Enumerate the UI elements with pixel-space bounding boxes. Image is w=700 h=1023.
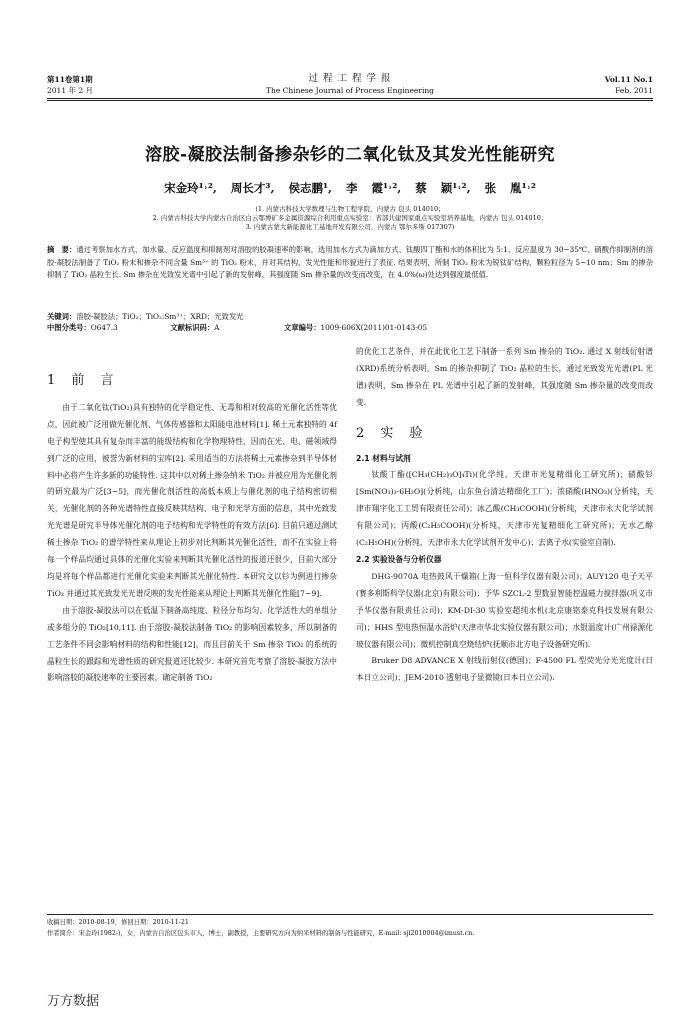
article-number-label: 文章编号： xyxy=(284,323,321,332)
subsection-2-1-title: 2.1 材料与试剂 xyxy=(356,453,411,463)
equipment-paragraph-1: DHG-9070A 电热鼓风干燥箱(上海一恒科学仪器有限公司)；AUY120 电子天平(赛多利斯科学仪器(北京)有限公司)；予华 SZCL-2 型数显智能控温磁力搅拌器(巩义市予华仪器有限责任公司)；KM-DI-30 实验室超纯水机(北京康铭泰克科技发展有限公司)；HHS 型电热恒温水浴炉(天津市华北实验仪器有限公司)；水银温度计(广州禄源化玻仪器有限公司)；微机控制真空烧结炉(抚顺市北方电子设备研究所). xyxy=(356,571,653,649)
header-date-en: Feb. 2011 xyxy=(615,86,653,95)
watermark-text: 万方数据 xyxy=(47,994,100,1009)
abstract xyxy=(47,244,653,282)
left-column xyxy=(47,346,337,687)
header-journal-cn: 过 程 工 程 学 报 xyxy=(308,73,392,84)
keywords-text: 溶胶-凝胶法；TiO₂；TiO₂:Sm³⁺；XRD；光致发光 xyxy=(76,312,244,321)
affiliation-1: (1. 内蒙古科技大学数理与生物工程学院，内蒙古 包头 014010； xyxy=(255,205,445,213)
article-number: 1009-606X(2011)01-0143-05 xyxy=(320,323,428,332)
footnote-received: 收稿日期：2010-08-19，修回日期：2010-11-21 xyxy=(47,919,189,926)
paper-title: 溶胶-凝胶法制备掺杂钐的二氧化钛及其发光性能研究 xyxy=(144,145,556,165)
header-volume-cn: 第11卷第1期 xyxy=(47,75,93,84)
header-rule-2 xyxy=(47,100,653,101)
affiliation-3: 3. 内蒙古蒙大新能源化工基地开发有限公司，内蒙古 鄂尔多斯 017307) xyxy=(245,223,455,231)
abstract-label: 摘 要： xyxy=(47,245,77,254)
intro-paragraph-2: 由于溶胶-凝胶法可以在低温下制备高纯度、粒径分布均匀、化学活性大的单组分或多组分的 TiO₂[10,11]. 由于溶胶-凝胶法制备 TiO₂ 的影响因素较多，所以制备的工艺条件不同会影响材料的结构和性能[12]，而且目前关于 Sm 掺杂 TiO₂ 的系统的晶粒生长的跟踪和光谱性质的研究报道还比较少. 本研究首先考察了溶胶-凝胶方法中影响溶胶的凝胶速率的主要因素，确定制备 TiO₂ xyxy=(47,605,337,683)
intro-paragraph-1: 由于二氧化钛(TiO₂)具有独特的化学稳定性、无毒和相对较高的光催化活性等优点，因此被广泛用做光催化剂、气体传感器和太阳能电池材料[1]. 稀土元素独特的 4f 电子构型使其具有复杂而丰富的能级结构和化学物理特性，因而在光、电、磁领域得到广泛的应用，被誉为新材料的宝库[2]. 采用适当的方法将稀土元素掺杂到半导体材料中必将产生许多新的功能特性. 这其中以对稀土掺杂纳米 TiO₂ 并被应用为光催化剂的研究最为广泛[3~5]，而光催化剂活性的高低本质上与催化剂的电子结构密切相关，光催化剂的各种光谱特性直接反映其结构、电子和光学方面的信息，其中光致发光光谱是研究半导体光催化剂的电子结构和光学特性的有效方法[6]. 目前只通过测试稀土掺杂 TiO₂ 的谱学特性来从理论上初步对比判断其光催化活性，而不在实验上将每一个样品均通过具体的光催化实验来判断其光催化活性的报道还很少，目前大部分均是将每个样品都进行光催化实验来判断其光催化特性. 本研究文以钐为例进行掺杂 TiO₂ 并通过其光致发光光谱反映的发光性能来从理论上判断其光催化性能[7~9]. xyxy=(47,402,337,598)
author-list: 宋金玲¹˒², 周长才³, 侯志鹏¹, 李 霞¹˒², 蔡 颖¹˒², 张 胤¹˒² xyxy=(164,181,536,195)
classification-line xyxy=(47,322,653,333)
affiliation-2: 2. 内蒙古科技大学内蒙古自治区白云鄂博矿多金属资源综合利用重点实验室：省部共建国家重点实验室培养基地，内蒙古 包头 014010； xyxy=(152,214,548,222)
subsection-2-2-title: 2.2 实验设备与分析仪器 xyxy=(356,554,442,564)
right-column xyxy=(356,344,653,687)
header-volume-en: Vol.11 No.1 xyxy=(604,75,653,84)
footnote-rule xyxy=(47,914,653,915)
doc-code-label: 文献标识码： xyxy=(170,323,215,332)
abstract-text: 通过考察加水方式、加水量、反应温度和抑制剂对溶胶的胶凝速率的影响，选用加水方式为滴加方式、钛酸四丁酯和水的体积比为 5:1、反应温度为 30~35℃、硝酸作抑制剂的溶胶-凝胶法制备了 TiO₂ 粉末和掺杂不同含量 Sm³⁺ 的 TiO₂ 粉末，并对其结构、发光性能和形貌进行了表征. 结果表明，所制 TiO₂ 粉末为锐钛矿结构，颗粒粒径为 5~10 nm；Sm 的掺杂抑制了 TiO₂ 晶粒生长. Sm 掺杂在光致发光谱中引起了新的发射峰，其强度随 Sm 掺杂量的改变而改变，在 4.0%(ω)处达到强度最低值. xyxy=(47,245,654,279)
footnote-author-info: 作者简介：宋金玲(1982-)，女，内蒙古自治区包头市人，博士，副教授，主要研究方向为纳米材料的制备与性能研究，E-mail: sjl2010004@imust.cn. xyxy=(47,930,475,937)
header-journal-en: The Chinese Journal of Process Engineering xyxy=(266,86,434,95)
equipment-paragraph-2: Bruker D8 ADVANCE X 射线衍射仪(德国)；F-4500 FL 型荧光分光光度计(日本日立公司)；JEM-2010 透射电子显微镜(日本日立公司). xyxy=(356,656,653,683)
intro-continued: 的优化工艺条件，并在此优化工艺下制备一系列 Sm 掺杂的 TiO₂. 通过 X 射线衍射谱(XRD)系统分析表明，Sm 的掺杂抑制了 TiO₂ 晶粒的生长，通过光致发光光谱(PL 光谱)表明，Sm 掺杂在 PL 光谱中引起了新的发射峰，其强度随 Sm 掺杂量的改变而改变. xyxy=(356,347,653,407)
clc-number: O647.3 xyxy=(90,323,118,332)
keywords xyxy=(47,311,653,322)
materials-paragraph: 钛酸丁酯([CH₃(CH₂)₃O]₄Ti)(化学纯，天津市光复精细化工研究所)；硝酸钐[Sm(NO₃)₃·6H₂O](分析纯，山东鱼台清达精细化工厂)；浓硝酸(HNO₃)(分析纯，天津市翔宇化工工贸有限责任公司)；冰乙酸(CH₃COOH)(分析纯，天津市永大化学试剂有限公司)；丙酸(C₂H₅COOH)(分析纯，天津市光复精细化工研究所)；无水乙醇(C₂H₅OH)(分析纯，天津市永大化学试剂开发中心)；去离子水(实验室自制). xyxy=(356,470,653,548)
keywords-label: 关键词： xyxy=(47,312,77,321)
header-date-cn: 2011 年 2 月 xyxy=(47,86,94,95)
clc-label: 中图分类号： xyxy=(47,323,91,332)
section-2-title: 2 实 验 xyxy=(356,425,429,441)
doc-code: A xyxy=(214,323,220,332)
section-1-title: 1 前 言 xyxy=(47,373,120,388)
header-rule xyxy=(47,98,653,99)
